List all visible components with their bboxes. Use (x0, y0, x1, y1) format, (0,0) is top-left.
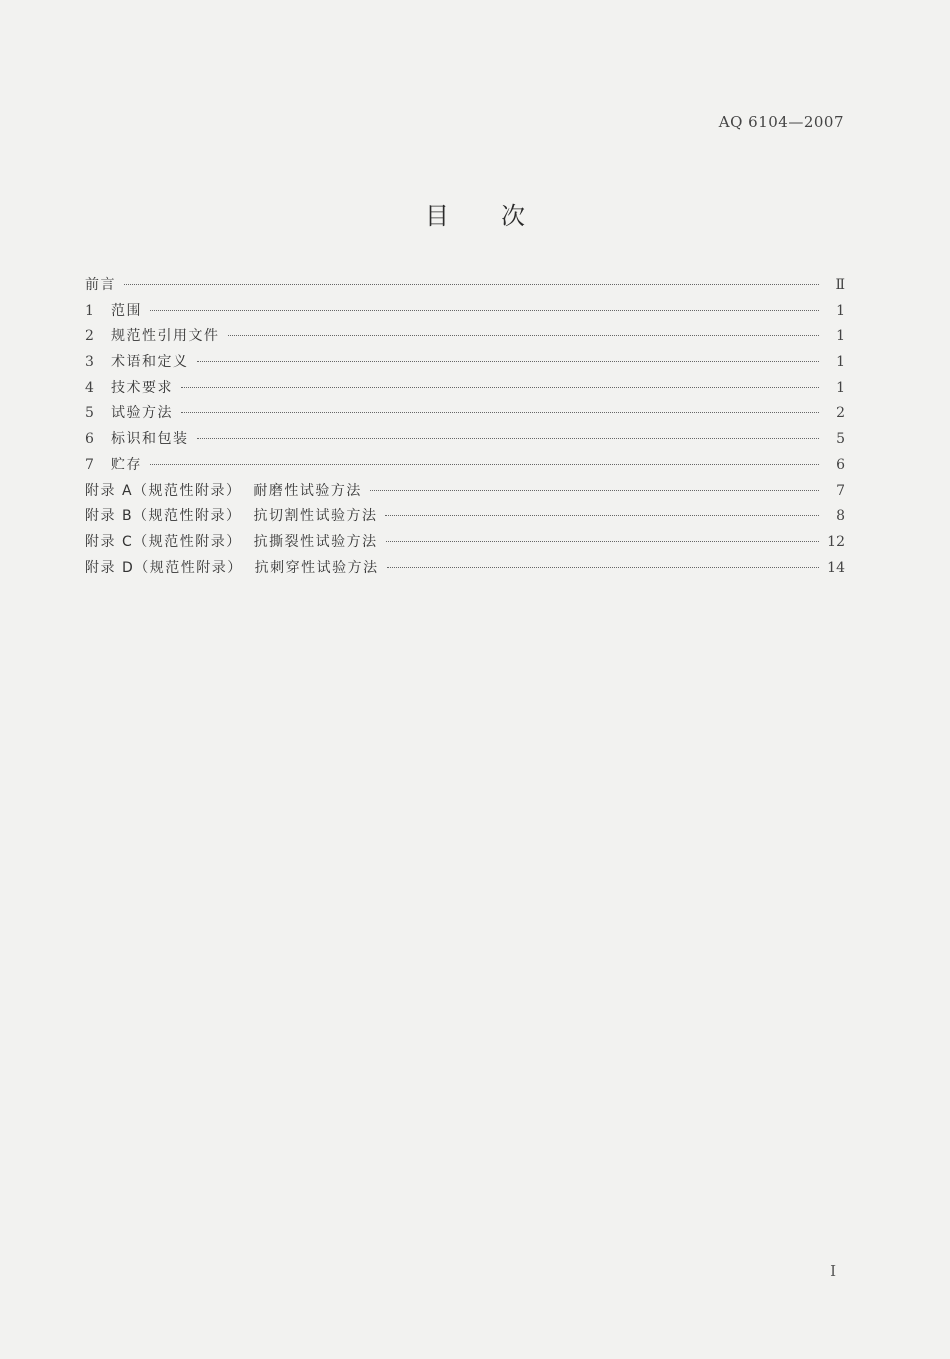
toc-entry-annex-a[interactable] (85, 480, 845, 506)
dot-leader (197, 438, 820, 439)
toc-entry-1[interactable] (85, 300, 845, 326)
toc-entry-number: 6 (85, 431, 94, 448)
toc-entry-annex-c[interactable] (85, 531, 845, 557)
dot-leader (386, 541, 819, 542)
toc-entry-page: 1 (836, 354, 845, 371)
dot-leader (150, 310, 819, 311)
dot-leader (181, 412, 819, 413)
toc-entry-page: 1 (836, 379, 845, 396)
toc-entry-page: 2 (836, 405, 845, 422)
toc-entry-label: 附录 A（规范性附录） 耐磨性试验方法 (85, 482, 362, 499)
toc-entry-page: 6 (836, 456, 845, 473)
toc-entry-page: 7 (836, 482, 845, 499)
toc-entry-page: 1 (836, 328, 845, 345)
toc-entry-label: 附录 C（规范性附录） 抗撕裂性试验方法 (85, 533, 378, 550)
toc-entry-7[interactable] (85, 454, 845, 480)
page-title: 目次 (425, 202, 577, 230)
toc-entry-number: 5 (85, 405, 94, 422)
toc-entry-page: 8 (836, 508, 845, 525)
toc-entry-label: 技术要求 (111, 379, 173, 396)
toc-entry-label: 试验方法 (111, 405, 173, 422)
dot-leader (150, 464, 819, 465)
toc-entry-annex-d[interactable] (85, 557, 845, 583)
toc-entry-3[interactable] (85, 351, 845, 377)
table-of-contents (85, 274, 845, 582)
toc-entry-label: 前言 (85, 277, 116, 293)
toc-entry-page: 14 (827, 559, 845, 576)
toc-entry-number: 3 (85, 354, 94, 371)
page-number: Ⅰ (830, 1262, 836, 1280)
toc-entry-label: 范围 (111, 302, 142, 319)
toc-entry-page: Ⅱ (835, 277, 845, 293)
toc-entry-number: 2 (85, 328, 94, 345)
dot-leader (370, 490, 819, 491)
toc-entry-page: 12 (827, 533, 845, 550)
standard-code: AQ 6104—2007 (718, 113, 844, 131)
dot-leader (387, 567, 819, 568)
dot-leader (124, 284, 819, 285)
toc-entry-annex-b[interactable] (85, 505, 845, 531)
toc-entry-page: 1 (836, 302, 845, 319)
toc-entry-page: 5 (836, 431, 845, 448)
toc-entry-label: 附录 D（规范性附录） 抗刺穿性试验方法 (85, 559, 379, 576)
dot-leader (181, 387, 819, 388)
toc-entry-number: 7 (85, 456, 94, 473)
toc-entry-foreword[interactable] (85, 274, 845, 300)
toc-entry-4[interactable] (85, 377, 845, 403)
toc-entry-label: 术语和定义 (111, 354, 189, 371)
dot-leader (197, 361, 820, 362)
dot-leader (228, 335, 820, 336)
toc-entry-label: 规范性引用文件 (111, 328, 220, 345)
toc-entry-6[interactable] (85, 428, 845, 454)
toc-entry-2[interactable] (85, 325, 845, 351)
toc-entry-label: 标识和包装 (111, 431, 189, 448)
toc-entry-5[interactable] (85, 402, 845, 428)
dot-leader (385, 515, 819, 516)
toc-entry-label: 附录 B（规范性附录） 抗切割性试验方法 (85, 508, 378, 525)
toc-entry-number: 1 (85, 302, 94, 319)
toc-entry-number: 4 (85, 379, 94, 396)
toc-entry-label: 贮存 (111, 456, 142, 473)
